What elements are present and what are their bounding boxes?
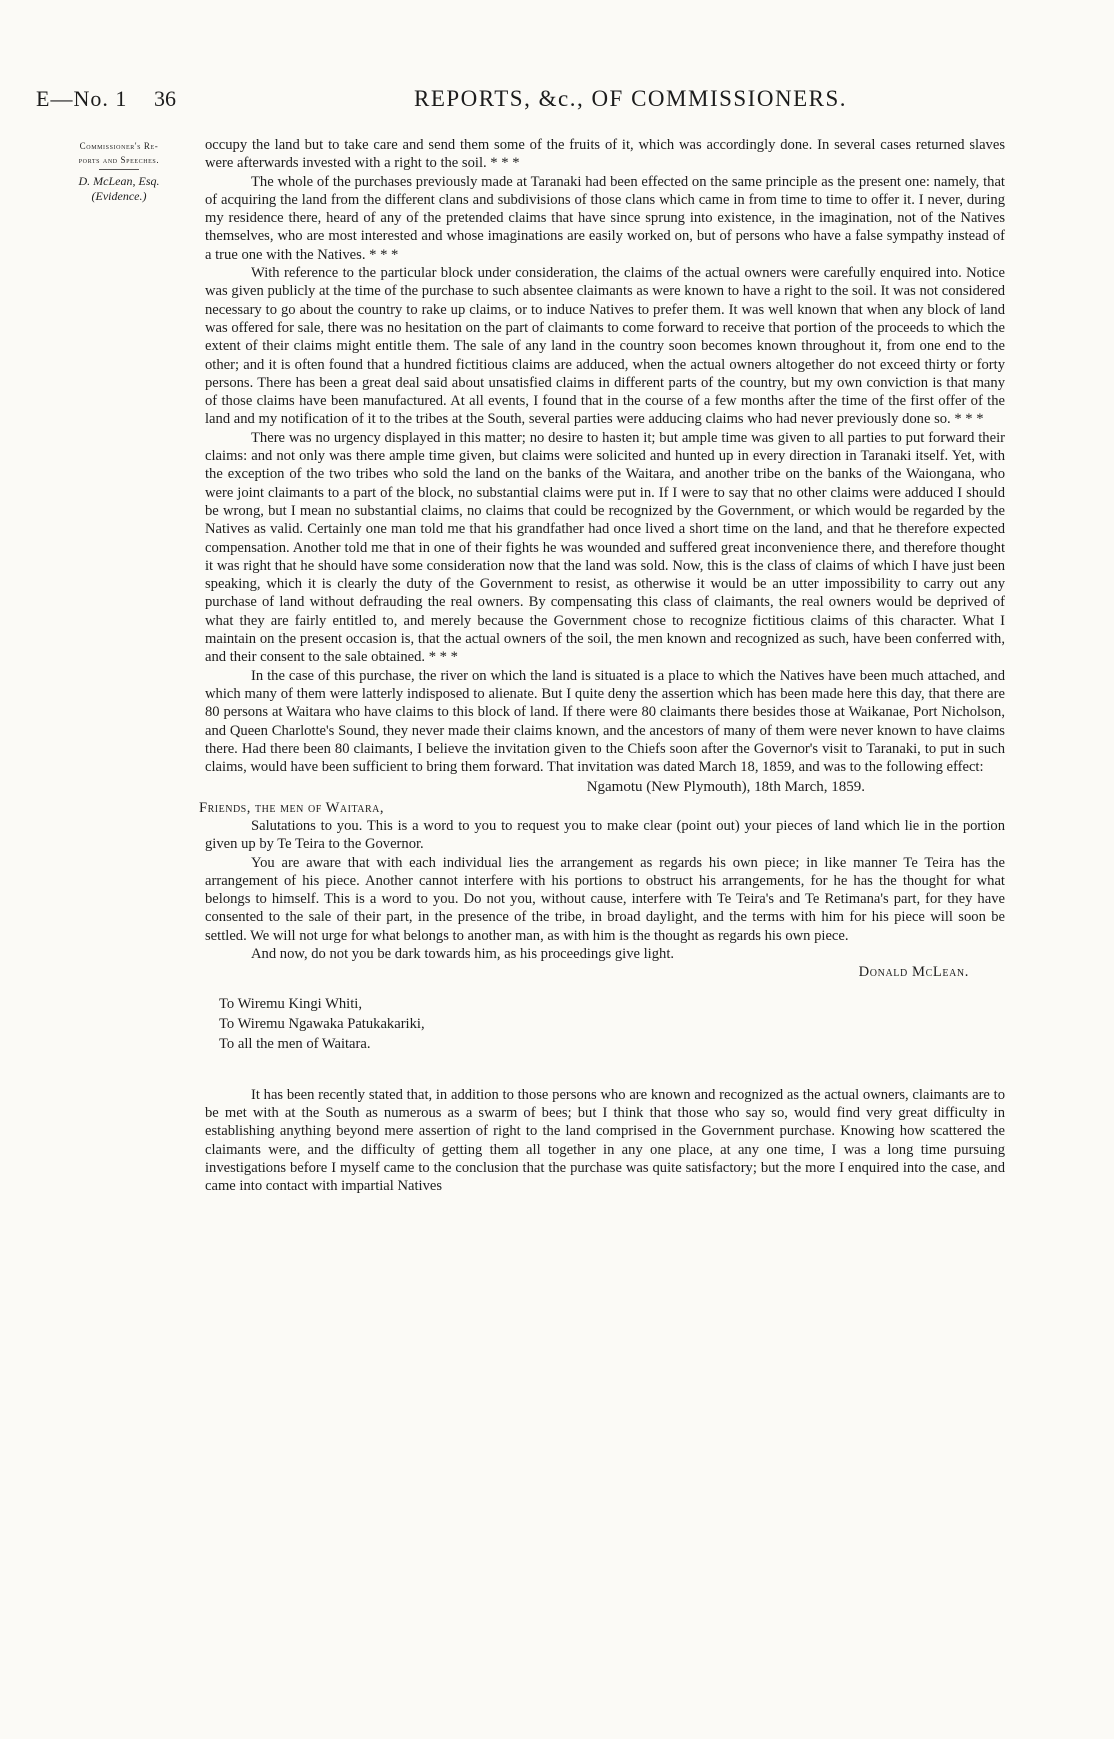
running-title: REPORTS, &c., OF COMMISSIONERS. xyxy=(414,86,847,111)
paragraph: occupy the land but to take care and send them some of the fruits of it, which was accordingly done. In several cases returned slaves were afterwards invested with a right to the soil. * * * xyxy=(205,137,1005,172)
letter-paragraph: You are aware that with each individual lies the arrangement as regards his own piece; in like manner Te Teira has the arrangement of his piece. Another cannot interfere with his portions to obstruct his arrangements, for he has the thought for what belongs to himself. This is a word to you. Do not you, without cause, interfere with Te Teira's and Te Retimana's part, for they have consented to the sale of their part, in the presence of the tribe, in broad daylight, and the terms with him for his piece will soon be settled. We will not urge for what belongs to another man, as with him is the thought as regards his own piece. xyxy=(205,854,1005,944)
spacer xyxy=(205,1054,1005,1086)
letter-dateline: Ngamotu (New Plymouth), 18th March, 1859. xyxy=(586,779,865,796)
series-label: E—No. 1 xyxy=(36,86,128,111)
paragraph: With reference to the particular block under consideration, the claims of the actual owners were carefully enquired into. Notice was given publicly at the time of the purchase to such absentee claimants as were known to have a right to the soil. It was not considered necessary to go about the country to rake up claims, or to induce Natives to prefer them. It was well known that when any block of land was offered for sale, there was no hesitation on the part of claimants to come forward to receive that portion of the proceeds to which the extent of their claims might entitle them. The sale of any land in the country soon becomes known throughout it, from one end to the other; and it is often found that a hundred fictitious claims are adduced, when the actual owners altogether do not exceed thirty or forty persons. There has been a great deal said about unsatisfied claims in different parts of the country, but my own conviction is that many of those claims have been manufactured. At all events, I found that in the course of a few months after the time of the first offer of the land and my notification of it to the tribes at the South, several parties were adducing claims who had never previously done so. * * * xyxy=(205,265,1005,428)
letter-paragraph: And now, do not you be dark towards him, as his proceedings give light. xyxy=(251,946,675,963)
page-header xyxy=(36,86,1086,116)
margin-note-title-line2: ports and Speeches. xyxy=(78,155,160,165)
paragraph: The whole of the purchases previously made at Taranaki had been effected on the same principle as the present one: namely, that of acquiring the land from the different clans and subdivisions of those clans which came in from time to time to offer it. I never, during my residence there, heard of any of the pretended claims that have since sprung into existence, in the imagination, not of the Natives themselves, who are most interested and whose imaginations are easily worked on, but of persons who have a false sympathy instead of a true one with the Natives. * * * xyxy=(205,173,1005,263)
body-text xyxy=(199,136,1005,1195)
margin-note-evidence: (Evidence.) xyxy=(91,189,147,203)
letter-signature: Donald McLean. xyxy=(858,964,969,981)
margin-note-speaker: D. McLean, Esq. xyxy=(78,174,160,188)
paragraph: In the case of this purchase, the river on which the land is situated is a place to which the Natives have been much attached, and which many of them were latterly indisposed to alienate. But I quite deny the assertion which has been made here this day, that there are 80 persons at Waitara who have claims to this block of land. If there were 80 claimants there besides those at Waikanae, Port Nicholson, and Queen Charlotte's Sound, they never made their claims known, and the ancestors of many of them were never known to have claims there. Had there been 80 claimants, I believe the invitation given to the Chiefs soon after the Governor's visit to Taranaki, to put in such claims, would have been sufficient to bring them forward. That invitation was dated March 18, 1859, and was to the following effect: xyxy=(205,667,1005,776)
margin-note-title-line1: Commissioner's Re- xyxy=(79,141,159,151)
page-number: 36 xyxy=(154,86,176,111)
addressee-line: To Wiremu Ngawaka Patukakariki, xyxy=(219,1015,425,1032)
addressee-line: To all the men of Waitara. xyxy=(219,1035,371,1052)
spacer xyxy=(205,982,1005,994)
margin-note xyxy=(36,139,202,204)
letter-salutation: Friends, the men of Waitara, xyxy=(199,799,385,816)
letter-addressees xyxy=(219,994,1005,1054)
margin-note-divider xyxy=(99,169,139,170)
addressee-line: To Wiremu Kingi Whiti, xyxy=(219,995,362,1012)
paragraph: It has been recently stated that, in addition to those persons who are known and recognized as the actual owners, claimants are to be met with at the South as numerous as a swarm of bees; but I think that those who say so, would find very great difficulty in establishing anything beyond mere assertion of right to the land comprised in the Government purchase. Knowing how scattered the claimants were, and the difficulty of getting them all together in any one place, at any one time, I was a long time pursuing investigations before I myself came to the conclusion that the purchase was quite satisfactory; but the more I enquired into the case, and came into contact with impartial Natives xyxy=(205,1086,1005,1195)
letter-paragraph: Salutations to you. This is a word to you to request you to make clear (point out) your pieces of land which lie in the portion given up by Te Teira to the Governor. xyxy=(205,817,1005,853)
paragraph: There was no urgency displayed in this matter; no desire to hasten it; but ample time was given to all parties to put forward their claims: and not only was there ample time given, but claims were solicited and hunted up in every direction in Taranaki itself. Yet, with the exception of the two tribes who sold the land on the banks of the Waitara, and another tribe on the banks of the Waiongana, who were joint claimants to a part of the block, no substantial claims were put in. If I were to say that no other claims were adduced I should be wrong, but I mean no substantial claims, no claims that could be recognized by the Government, or which would be regarded by the Natives as valid. Certainly one man told me that his grandfather had once lived a short time on the land, and that he therefore expected compensation. Another told me that in one of their fights he was wounded and suffered great inconvenience there, and therefore thought it was right that he should have some consideration now that the land was sold. Now, this is the class of claims of which I have just been speaking, which it is clearly the duty of the Government to resist, as otherwise it would be an utter impossibility to carry out any purchase of land without defrauding the real owners. By compensating this class of claimants, the real owners would be deprived of what they are fairly entitled to, and merely because the Government chose to recognize fictitious claims of this character. What I maintain on the present occasion is, that the actual owners of the soil, the men known and recognized as such, have been conferred with, and their consent to the sale obtained. * * * xyxy=(205,429,1005,666)
